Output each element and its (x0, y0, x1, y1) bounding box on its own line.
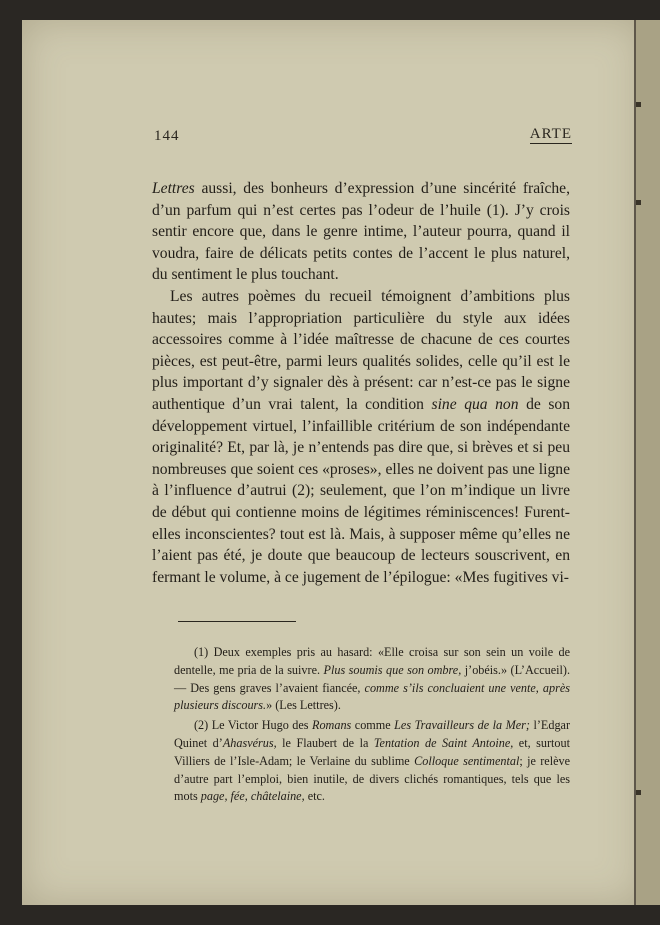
edge-mark (636, 790, 641, 795)
text-run: » (Les Lettres). (266, 698, 341, 713)
text-run: aussi, des bonheurs d’expression d’une sincérité fraîche, d’un parfum qui n’est certes pas l’odeur de l’huile (1). J’y crois sentir encore que, dans le genre intime, l’auteur pourra, quand il voudra, faire de délicats petits contes de l’accent le plus naturel, du sentiment le plus touchant. (152, 180, 570, 284)
text-run: comme (351, 718, 395, 733)
footnote-1 (174, 644, 570, 715)
book-page (22, 20, 642, 905)
italic-run: Lettres (152, 180, 195, 197)
body-text (152, 178, 570, 588)
text-run: ; je relève d’autre part l’emploi, bien inutile, de divers clichés romantiques, tels que les mots (174, 753, 571, 804)
italic-run: Colloque sentimental (414, 753, 520, 768)
italic-run: Plus soumis que son ombre, (323, 662, 462, 677)
page-number: 144 (154, 128, 180, 144)
text-run: j’obéis.» (L’Accueil). — Des gens graves l’avaient fiancée, (174, 662, 570, 695)
footnote-2 (174, 717, 570, 806)
text-run: de son développement virtuel, l’infaillible critérium de son indépendante originalité? Et, par là, je n’entends pas dire que, si brèves et si peu nombreuses que soient ces «proses», elles ne doivent pas une ligne à l’influence d’autrui (2); seulement, que l’on m’indique un livre de début qui contienne moins de légitimes réminiscences! Furent-elles inconscientes? tout est là. Mais, à supposer même qu’elles ne l’aient pas été, je doute que beaucoup de lecteurs souscrivent, en fermant le volume, à ce jugement de l’épilogue: «Mes fugitives vi- (152, 395, 570, 586)
italic-run: comme s’ils concluaient une vente, après plusieurs discours. (174, 680, 570, 713)
adjacent-page-edge (634, 20, 660, 905)
italic-run: Romans (312, 718, 352, 733)
italic-run: Tentation de Saint Antoine, (373, 735, 514, 750)
italic-run: page, fée, châtelaine, (200, 789, 305, 804)
text-run: etc. (304, 789, 325, 804)
italic-run: sine qua non (431, 395, 519, 413)
paragraph-2 (152, 286, 570, 588)
page-content (22, 20, 642, 905)
footnotes (174, 644, 570, 806)
running-head (152, 126, 572, 150)
text-run: (2) Le Victor Hugo des (194, 718, 313, 733)
text-run: (1) Deux exemples pris au hasard: «Elle croisa sur son sein un voile de dentelle, me pria de la suivre. (174, 645, 570, 677)
text-run: et, surtout Villiers de l’Isle-Adam; le Verlaine du sublime (174, 735, 570, 768)
edge-mark (636, 102, 641, 107)
text-run: Les autres poèmes du recueil témoignent d’ambitions plus hautes; mais l’appropriation particulière du style aux idées accessoires comme à l’idée maîtresse de chacune de ces courtes pièces, est peut-être, parmi leurs qualités solides, celle qu’il est le plus important d’y signaler dès à présent: car n’est-ce pas le signe authentique d’un vrai talent, la condition (152, 287, 570, 413)
text-run: l’Edgar Quinet d’ (174, 718, 571, 750)
footnote-divider (178, 621, 296, 622)
text-run: le Flaubert de la (276, 735, 374, 750)
edge-mark (636, 200, 641, 205)
running-title: ARTE (529, 126, 572, 142)
italic-run: Ahasvérus, (222, 735, 277, 750)
paragraph-1 (152, 178, 570, 286)
italic-run: Les Travailleurs de la Mer; (394, 718, 530, 733)
